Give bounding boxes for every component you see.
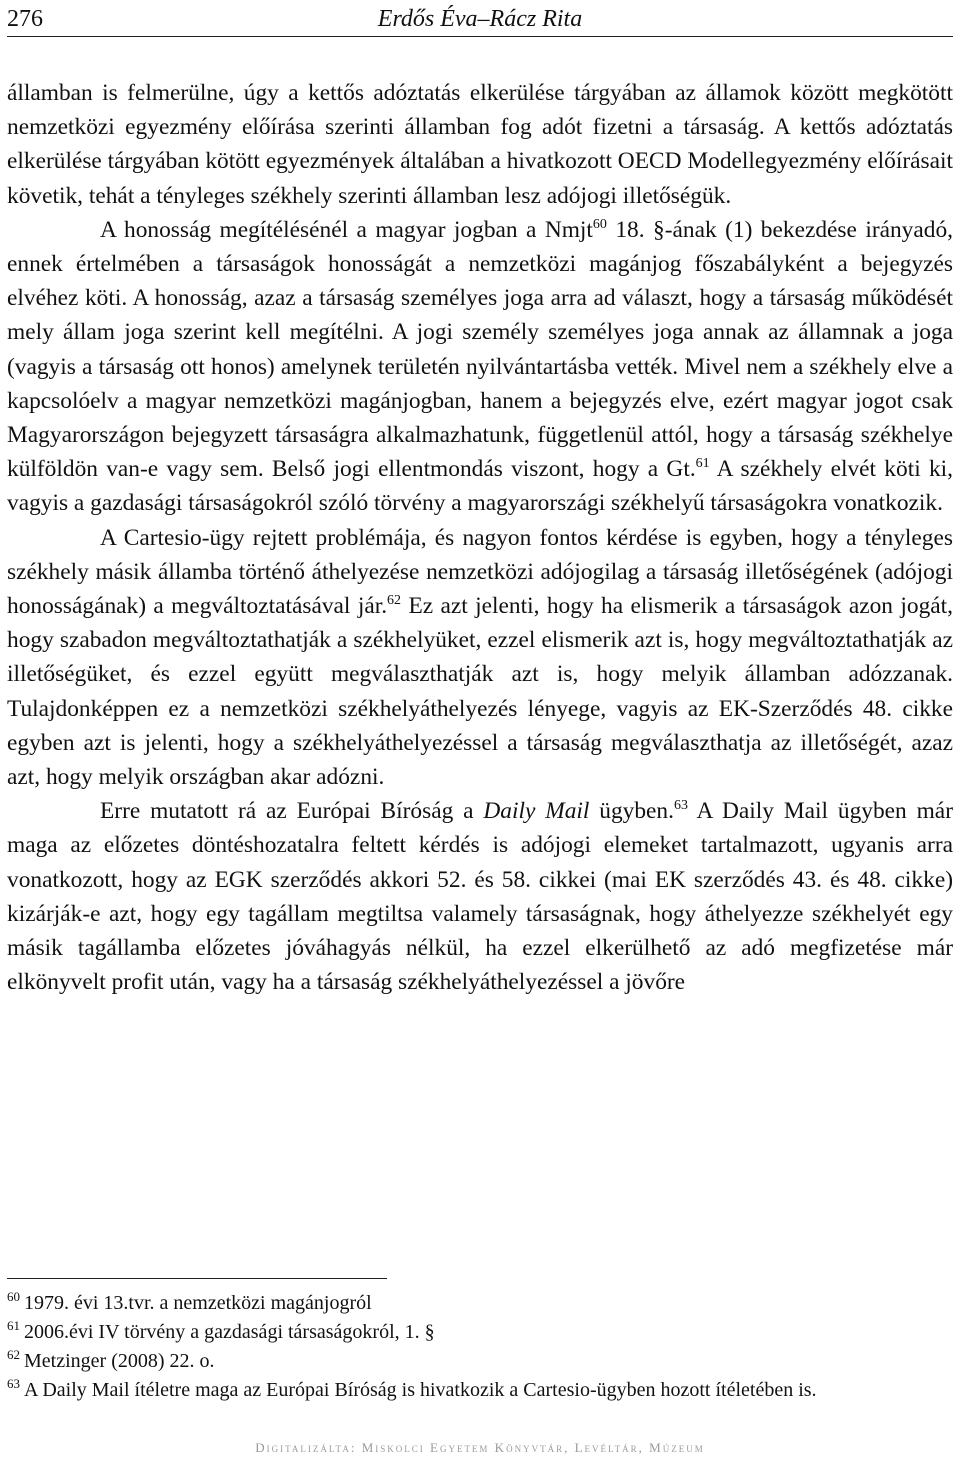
footnote-number: 62	[7, 1347, 20, 1363]
paragraph-4	[7, 794, 953, 999]
paragraph-2	[7, 213, 953, 521]
paragraph-1	[7, 76, 953, 213]
footnote-61	[7, 1318, 953, 1347]
footnote-ref-62: 62	[387, 593, 402, 609]
running-title: Erdős Éva–Rácz Rita	[377, 6, 583, 32]
paragraph-text: A Cartesio-ügy rejtett problémája, és nagyon fontos kérdése is egyben, hogy a tényleges székhely másik államba történő áthelyezése nemzetközi adójogilag a társaság illetőségének (adójogi honosságának) a megváltoztatásával jár.	[7, 524, 953, 620]
footnote-text: 1979. évi 13.tvr. a nemzetközi magánjogról	[24, 1292, 372, 1314]
page-header	[7, 2, 953, 37]
paragraph-text: államban is felmerülne, úgy a kettős adóztatás elkerülése tárgyában az államok között megkötött nemzetközi egyezmény előírása szerinti államban fog adót fizetni a társaság. A kettős adóztatás elkerülése tárgyában kötött egyezmények általában a hivatkozott OECD Modellegyezmény előírásait követik, tehát a tényleges székhely szerinti államban lesz adójogi illetőségük.	[7, 80, 953, 209]
footnote-ref-61: 61	[695, 456, 710, 472]
footnote-63	[7, 1376, 953, 1405]
body-text	[7, 76, 953, 999]
page-number: 276	[7, 6, 43, 32]
paragraph-text: A honosság megítélésénél a magyar jogban a Nmjt	[100, 216, 593, 243]
footnote-60	[7, 1289, 953, 1318]
footnotes	[7, 1289, 953, 1405]
paragraph-3	[7, 521, 953, 795]
footnote-number: 61	[7, 1318, 20, 1334]
footnote-text: A Daily Mail ítéletre maga az Európai Bíróság is hivatkozik a Cartesio-ügyben hozott ítéletében is.	[24, 1379, 817, 1401]
paragraph-text: ügyben.	[589, 798, 674, 825]
footnote-number: 60	[7, 1289, 20, 1305]
footnote-ref-63: 63	[673, 798, 688, 814]
footnote-number: 63	[7, 1376, 20, 1392]
paragraph-text: 18. §-ának (1) bekezdése irányadó, ennek értelmében a társaságok honosságát a nemzetközi magánjog főszabályként a bejegyzés elvéhez köti. A honosság, azaz a társaság személyes joga arra ad választ, hogy a társaság működését mely állam joga szerint kell megítélni. A jogi személy személyes joga annak az államnak a joga (vagyis a társaság ott honos) amelynek területén nyilvántartásba vették. Mivel nem a székhely elve a kapcsolóelv a magyar nemzetközi magánjogban, hanem a bejegyzés elve, ezért magyar jogot csak Magyarországon bejegyzett társaságra alkalmazhatunk, függetlenül attól, hogy a társaság székhelye külföldön van-e vagy sem. Belső jogi ellentmondás viszont, hogy a Gt.	[7, 216, 954, 483]
digitization-credit: Digitalizálta: Miskolci Egyetem Könyvtár, Levéltár, Múzeum	[255, 1440, 705, 1455]
italic-case-name: Daily Mail	[483, 798, 590, 825]
footnote-separator	[7, 1278, 387, 1279]
footnote-ref-60: 60	[592, 217, 607, 233]
footnote-62	[7, 1347, 953, 1376]
paragraph-text: A Daily Mail ügyben már maga az előzetes döntéshozatalra feltett kérdés is adójogi elemeket tartalmazott, ugyanis arra vonatkozott, hogy az EGK szerződés akkori 52. és 58. cikkei (mai EK szerződés 43. és 48. cikke) kizárják-e azt, hogy egy tagállam megtiltsa valamely társaságnak, hogy áthelyezze székhelyét egy másik tagállamba előzetes jóváhagyás nélkül, ha ezzel elkerülhető az adó megfizetése már elkönyvelt profit után, vagy ha a társaság székhelyáthelyezéssel a jövőre	[7, 798, 953, 996]
paragraph-text: Ez azt jelenti, hogy ha elismerik a társaságok azon jogát, hogy szabadon megváltoztathatják a székhelyüket, ezzel elismerik azt is, hogy megváltoztathatják az illetőségüket, és ezzel együtt megválaszthatják azt is, hogy melyik államban adózzanak. Tulajdonképpen ez a nemzetközi székhelyáthelyezés lényege, vagyis az EK-Szerződés 48. cikke egyben azt is jelenti, hogy a székhelyáthelyezéssel a társaság megválaszthatja az illetőségét, azaz azt, hogy melyik országban akar adózni.	[7, 593, 953, 791]
footnote-text: Metzinger (2008) 22. o.	[24, 1350, 215, 1372]
paragraph-text: Erre mutatott rá az Európai Bíróság a	[100, 798, 484, 825]
footnote-text: 2006.évi IV törvény a gazdasági társaságokról, 1. §	[24, 1321, 435, 1343]
paragraph-text: A székhely elvét köti ki, vagyis a gazdasági társaságokról szóló törvény a magyarországi székhelyű társaságokra vonatkozik.	[7, 456, 953, 517]
